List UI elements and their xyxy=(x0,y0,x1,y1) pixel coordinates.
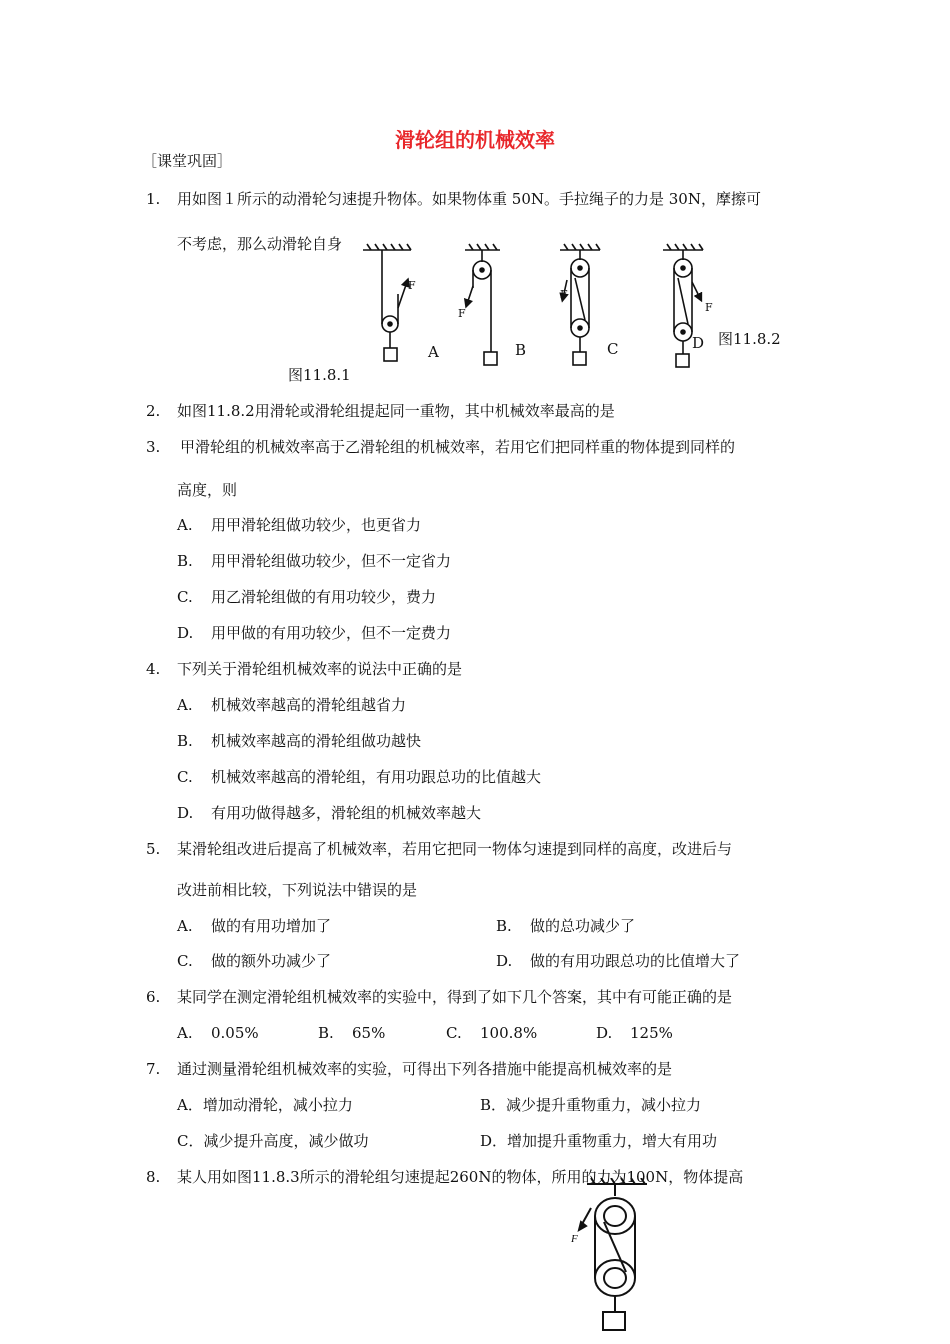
q7-text: 通过测量滑轮组机械效率的实验，可得出下列各措施中能提高机械效率的是 xyxy=(177,1060,673,1078)
q5-option-a: A. 做的有用功增加了 xyxy=(177,917,332,935)
q2-number: 2. xyxy=(146,402,161,420)
q5-line1: 某滑轮组改进后提高了机械效率，若用它把同一物体匀速提到同样的高度，改进后与 xyxy=(177,840,733,858)
q5-option-c: C. 做的额外功减少了 xyxy=(177,952,332,970)
q4-option-d: D. 有用功做得越多，滑轮组的机械效率越大 xyxy=(177,804,482,822)
q1-number: 1. xyxy=(146,190,161,208)
fig3-pulley-block xyxy=(565,1178,655,1338)
figA-force-label: F xyxy=(458,307,466,320)
svg-text:F: F xyxy=(571,1233,578,1245)
q5-number: 5. xyxy=(146,840,161,858)
q7-option-b: B．减少提升重物重力，减小拉力 xyxy=(480,1096,702,1114)
q7-option-c: C．减少提升高度，减少做功 xyxy=(177,1132,369,1150)
page-title: 滑轮组的机械效率 xyxy=(395,128,555,152)
q8-number: 8. xyxy=(146,1168,161,1186)
q4-option-b: B. 机械效率越高的滑轮组做功越快 xyxy=(177,732,422,750)
figA-fixed-pulley xyxy=(465,244,500,365)
q6-option-d: D. 125% xyxy=(596,1024,673,1042)
fig1-force-label: F xyxy=(408,279,416,292)
fig1-movable-pulley xyxy=(363,244,411,361)
q6-number: 6. xyxy=(146,988,161,1006)
q5-line2: 改进前相比较，下列说法中错误的是 xyxy=(177,881,418,899)
fig2-caption: 图11.8.2 xyxy=(718,330,781,348)
q3-option-c: C. 用乙滑轮组做的有用功较少，费力 xyxy=(177,588,437,606)
q3-line2: 高度，则 xyxy=(177,481,238,499)
figD-force-label: F xyxy=(705,301,713,314)
q4-number: 4. xyxy=(146,660,161,678)
fig-label-c: C xyxy=(607,340,619,358)
q6-option-a: A. 0.05% xyxy=(177,1024,259,1042)
q3-option-b: B. 用甲滑轮组做功较少，但不一定省力 xyxy=(177,552,452,570)
q6-option-b: B. 65% xyxy=(318,1024,386,1042)
fig-label-a: A xyxy=(428,343,439,361)
pulley-figures xyxy=(355,236,815,386)
q3-option-a: A. 用甲滑轮组做功较少，也更省力 xyxy=(177,516,422,534)
section-heading: ［课堂巩固］ xyxy=(142,152,233,170)
q7-option-d: D．增加提升重物重力，增大有用功 xyxy=(480,1132,718,1150)
q5-option-d: D. 做的有用功跟总功的比值增大了 xyxy=(496,952,741,970)
q7-option-a: A．增加动滑轮，减小拉力 xyxy=(177,1096,353,1114)
q1-line1: 用如图１所示的动滑轮匀速提升物体。如果物体重 50N。手拉绳子的力是 30N，摩擦可 xyxy=(177,190,761,208)
q8-text: 某人用如图11.8.3所示的滑轮组匀速提起260N的物体，所用的力为100N，物体提高 xyxy=(177,1168,744,1186)
q3-option-d: D. 用甲做的有用功较少，但不一定费力 xyxy=(177,624,452,642)
q2-text: 如图11.8.2用滑轮或滑轮组提起同一重物，其中机械效率最高的是 xyxy=(177,402,615,420)
fig1-caption: 图11.8.1 xyxy=(288,366,351,384)
q4-text: 下列关于滑轮组机械效率的说法中正确的是 xyxy=(177,660,463,678)
q3-line1: 甲滑轮组的机械效率高于乙滑轮组的机械效率，若用它们把同样重的物体提到同样的 xyxy=(180,438,736,456)
fig-label-d: D xyxy=(692,334,705,352)
q4-option-c: C. 机械效率越高的滑轮组，有用功跟总功的比值越大 xyxy=(177,768,542,786)
q4-option-a: A. 机械效率越高的滑轮组越省力 xyxy=(177,696,407,714)
q6-text: 某同学在测定滑轮组机械效率的实验中，得到了如下几个答案，其中有可能正确的是 xyxy=(177,988,733,1006)
fig-label-b: B xyxy=(515,341,527,359)
q6-option-c: C. 100.8% xyxy=(446,1024,538,1042)
figC-force-label: F xyxy=(560,288,568,301)
q3-number: 3. xyxy=(146,438,161,456)
q7-number: 7. xyxy=(146,1060,161,1078)
q5-option-b: B. 做的总功减少了 xyxy=(496,917,636,935)
q1-line2: 不考虑，那么动滑轮自身 xyxy=(177,235,343,253)
